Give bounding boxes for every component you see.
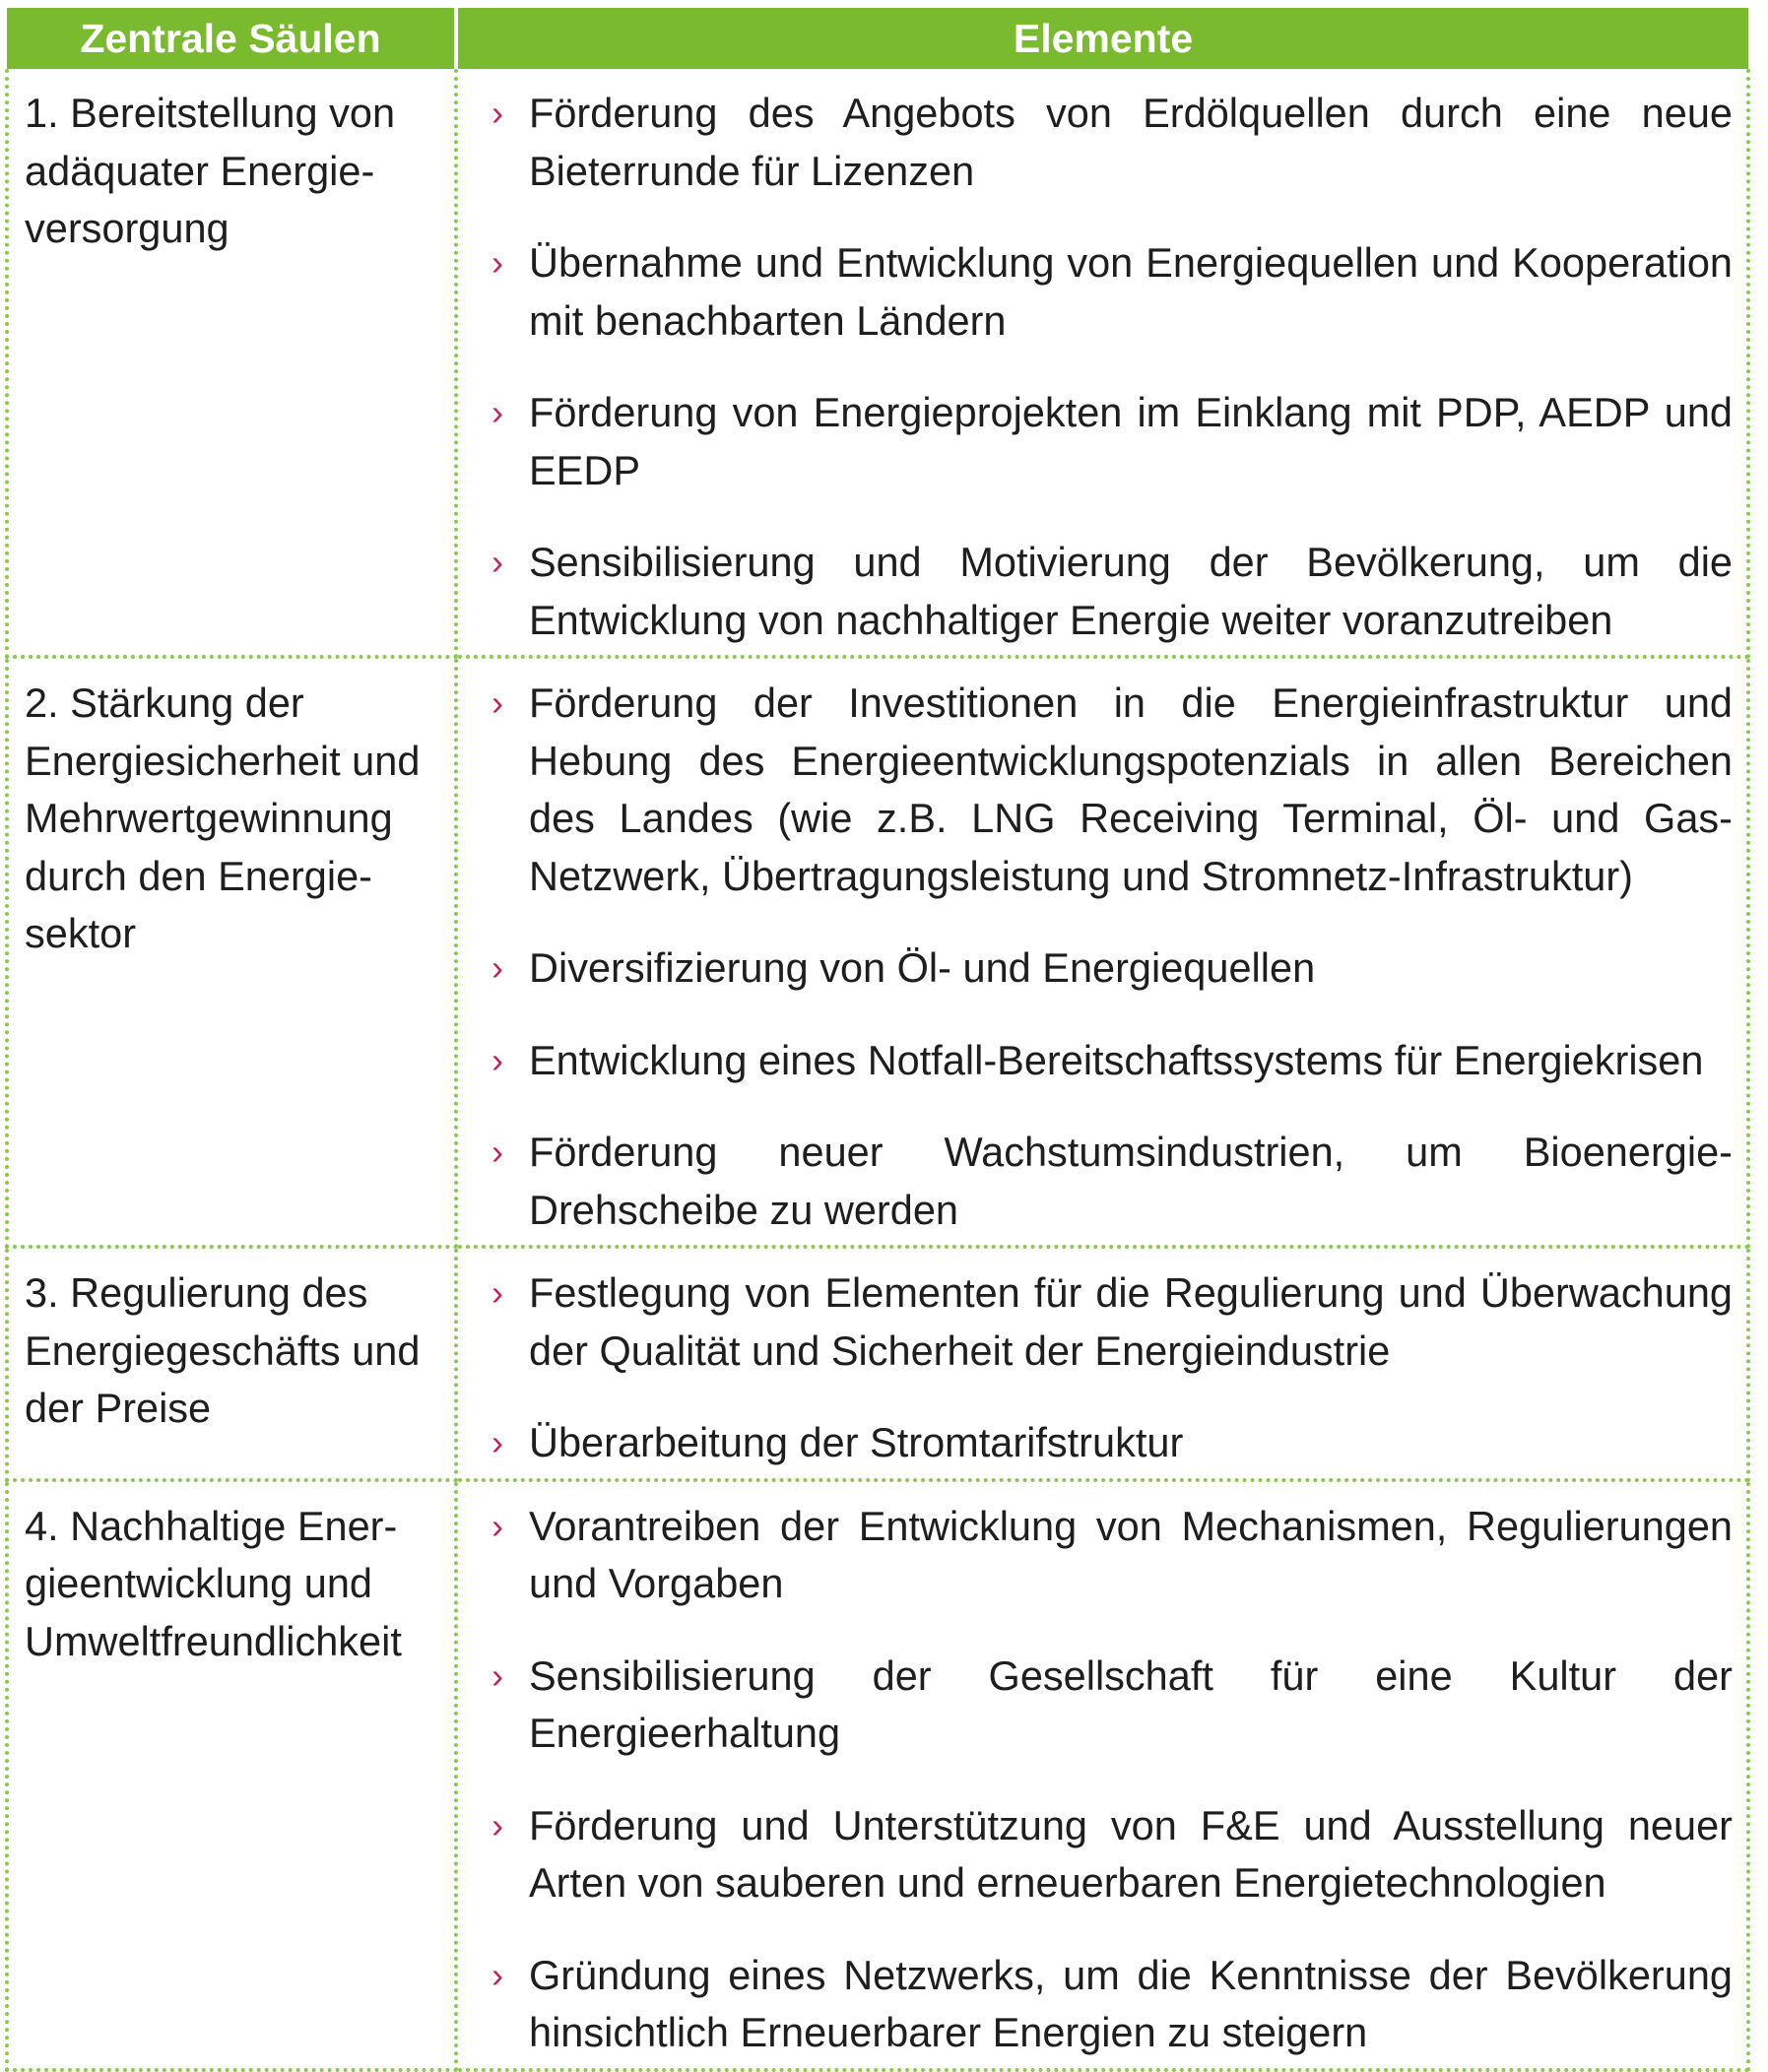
chevron-right-icon: ›	[491, 1954, 503, 1995]
chevron-right-icon: ›	[491, 1422, 503, 1462]
pillar-cell: 3. Regulierung des Energiegeschäfts und der Preise	[7, 1247, 456, 1480]
list-item-text: Förderung der Investitionen in die Energieinfrastruktur und Hebung des Energieentwicklungspotenzials in allen Bereichen des Landes (wie z.B. LNG Receiving Terminal, Öl- und Gas-Netzwerk, Übertragungsleistung und Stromnetz-Infrastruktur)	[529, 680, 1733, 899]
chevron-right-icon: ›	[491, 1505, 503, 1546]
list-item	[491, 1797, 1733, 1912]
elements-cell	[456, 1247, 1748, 1480]
element-list	[491, 85, 1733, 649]
list-item-text: Diversifizierung von Öl- und Energiequellen	[529, 944, 1316, 991]
list-item	[491, 675, 1733, 905]
chevron-right-icon: ›	[491, 93, 503, 133]
chevron-right-icon: ›	[491, 542, 503, 582]
list-item	[491, 85, 1733, 200]
pillar-cell: 1. Bereitstellung von adäquater Energie-versorgung	[7, 69, 456, 657]
list-item	[491, 1648, 1733, 1763]
list-item	[491, 1032, 1733, 1090]
list-item-text: Gründung eines Netzwerks, um die Kenntnisse der Bevölkerung hinsichtlich Erneuerbarer Energien zu steigern	[529, 1951, 1733, 2055]
list-item-text: Förderung des Angebots von Erdölquellen durch eine neue Bieterrunde für Lizenzen	[529, 90, 1733, 194]
list-item-text: Übernahme und Entwicklung von Energiequellen und Kooperation mit benachbarten Ländern	[529, 239, 1733, 344]
chevron-right-icon: ›	[491, 392, 503, 432]
list-item-text: Überarbeitung der Stromtarifstruktur	[529, 1419, 1184, 1465]
chevron-right-icon: ›	[491, 242, 503, 283]
table-row	[7, 1480, 1748, 2070]
chevron-right-icon: ›	[491, 1039, 503, 1080]
chevron-right-icon: ›	[491, 1654, 503, 1696]
list-item-text: Festlegung von Elementen für die Regulierung und Überwachung der Qualität und Sicherheit der Energieindustrie	[529, 1269, 1733, 1374]
element-list	[491, 1498, 1733, 2062]
list-item	[491, 1414, 1733, 1472]
pillars-table	[5, 8, 1750, 2072]
list-item-text: Vorantreiben der Entwicklung von Mechanismen, Regulierungen und Vorgaben	[529, 1502, 1733, 1606]
pillar-cell: 2. Stärkung der Energiesicherheit und Mehrwertgewinnung durch den Energie-sektor	[7, 657, 456, 1247]
table-row	[7, 69, 1748, 657]
element-list	[491, 1264, 1733, 1472]
table-row	[7, 1247, 1748, 1480]
table-row	[7, 657, 1748, 1247]
header-elements: Elemente	[456, 8, 1748, 69]
list-item-text: Förderung von Energieprojekten im Einklang mit PDP, AEDP und EEDP	[529, 389, 1733, 493]
elements-cell	[456, 69, 1748, 657]
chevron-right-icon: ›	[491, 682, 503, 723]
chevron-right-icon: ›	[491, 1804, 503, 1845]
chevron-right-icon: ›	[491, 1272, 503, 1313]
list-item	[491, 534, 1733, 649]
list-item	[491, 1264, 1733, 1380]
pillar-cell: 4. Nachhaltige Ener-gieentwicklung und Umweltfreundlichkeit	[7, 1480, 456, 2070]
header-pillars: Zentrale Säulen	[7, 8, 456, 69]
list-item-text: Sensibilisierung der Gesellschaft für eine Kultur der Energieerhaltung	[529, 1651, 1733, 1756]
list-item-text: Sensibilisierung und Motivierung der Bevölkerung, um die Entwicklung von nachhaltiger Energie weiter voranzutreiben	[529, 539, 1733, 643]
list-item	[491, 234, 1733, 350]
list-item-text: Förderung neuer Wachstumsindustrien, um Bioenergie-Drehscheibe zu werden	[529, 1129, 1733, 1233]
header-row	[7, 8, 1748, 69]
list-item	[491, 1498, 1733, 1613]
table-body	[7, 69, 1748, 2070]
chevron-right-icon: ›	[491, 1132, 503, 1172]
elements-cell	[456, 1480, 1748, 2070]
list-item-text: Förderung und Unterstützung von F&E und Ausstellung neuer Arten von sauberen und erneuerbaren Energietechnologien	[529, 1801, 1733, 1906]
list-item	[491, 1947, 1733, 2062]
list-item	[491, 939, 1733, 998]
elements-cell	[456, 657, 1748, 1247]
list-item	[491, 1124, 1733, 1239]
list-item	[491, 384, 1733, 499]
table-header	[7, 8, 1748, 69]
list-item-text: Entwicklung eines Notfall-Bereitschaftssystems für Energiekrisen	[529, 1036, 1704, 1083]
element-list	[491, 675, 1733, 1239]
chevron-right-icon: ›	[491, 947, 503, 988]
